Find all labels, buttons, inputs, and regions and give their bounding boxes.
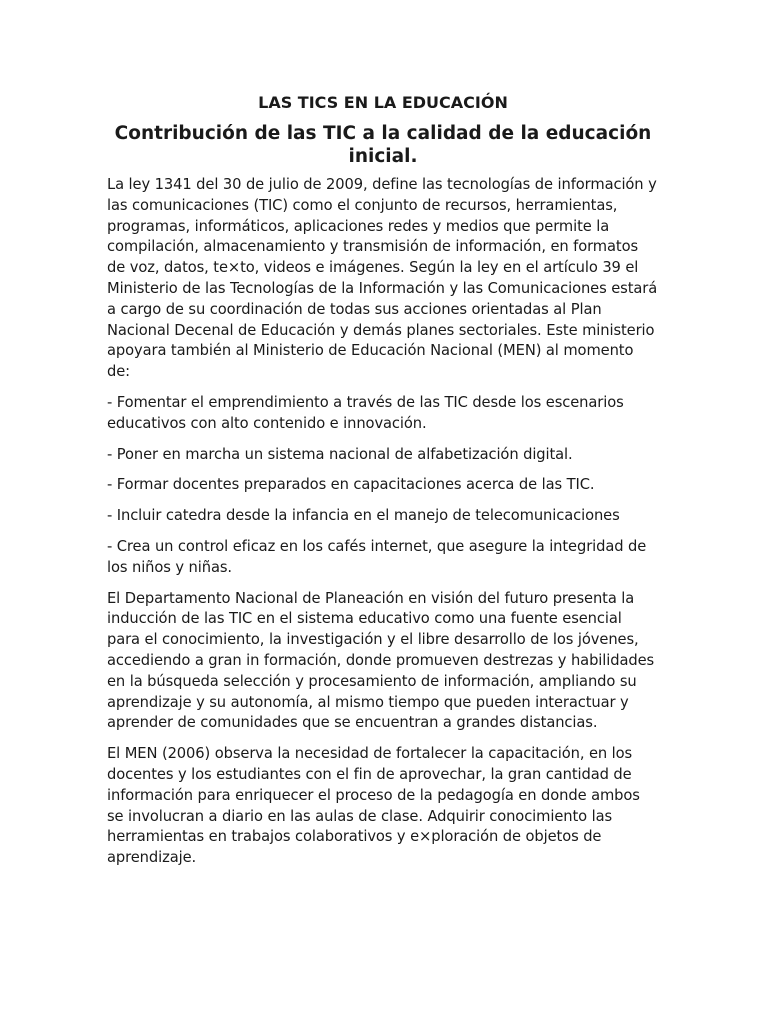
- paragraph-men-2006: El MEN (2006) observa la necesidad de fortalecer la capacitación, en los docentes y los estudiantes con el fin de aprovechar, la gran cantidad de información para enriquecer el proceso de la pedagogía en donde ambos se involucran a diario en las aulas de clase. Adquirir conocimiento las herramientas en trabajos colaborativos y e×ploración de objetos de aprendizaje.: [107, 745, 640, 867]
- list-item-catedra: - Incluir catedra desde la infancia en el manejo de telecomunicaciones: [107, 507, 620, 525]
- subtitle-line-1: Contribución de las TIC a la calidad de la educación: [114, 123, 652, 144]
- paragraph-planeacion: El Departamento Nacional de Planeación en visión del futuro presenta la inducción de las TIC en el sistema educativo como una fuente esencial para el conocimiento, la investigación y el libre desarrollo de los jóvenes, accediendo a gran in formación, donde promueven destrezas y habilidades en la búsqueda selección y procesamiento de información, ampliando su aprendizaje y su autonomía, al mismo tiempo que pueden interactuar y aprender de comunidades que se encuentran a grandes distancias.: [107, 589, 655, 732]
- list-item-alfabetizacion: - Poner en marcha un sistema nacional de alfabetización digital.: [107, 445, 573, 463]
- subtitle-line-2: inicial.: [348, 146, 418, 167]
- paragraph-ley-1341: La ley 1341 del 30 de julio de 2009, define las tecnologías de información y las comunicaciones (TIC) como el conjunto de recursos, herramientas, programas, informáticos, aplicaciones redes y medios que permite la compilación, almacenamiento y transmisión de información, en formatos de voz, datos, te×to, videos e imágenes. Según la ley en el artículo 39 el Ministerio de las Tecnologías de la Información y las Comunicaciones estará a cargo de su coordinación de todas sus acciones orientadas al Plan Nacional Decenal de Educación y demás planes sectoriales. Este ministerio apoyara también al Ministerio de Educación Nacional (MEN) al momento de:: [107, 176, 658, 381]
- document-title: LAS TICS EN LA EDUCACIÓN: [258, 93, 508, 112]
- document-page: [107, 92, 659, 869]
- list-item-formar-docentes: - Formar docentes preparados en capacitaciones acerca de las TIC.: [107, 476, 595, 494]
- document-subtitle: [107, 122, 659, 168]
- list-item-control-cafes: - Crea un control eficaz en los cafés internet, que asegure la integridad de los niños y niñas.: [107, 537, 647, 576]
- list-item-emprendimiento: - Fomentar el emprendimiento a través de las TIC desde los escenarios educativos con alto contenido e innovación.: [107, 393, 624, 432]
